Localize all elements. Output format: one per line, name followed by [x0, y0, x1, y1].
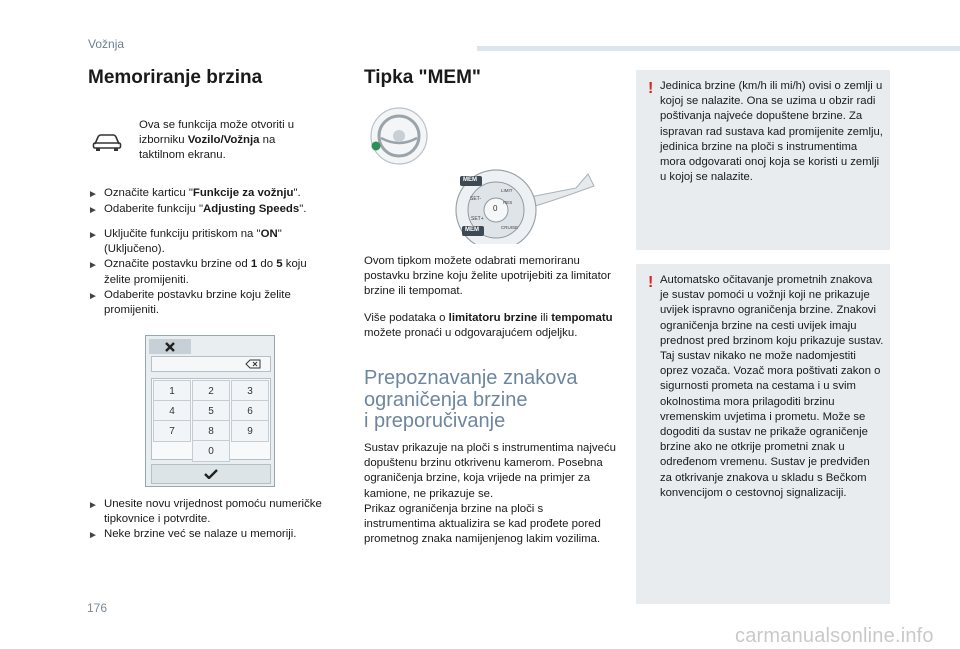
page-number: 176	[87, 601, 108, 615]
keypad-key: 9	[231, 420, 269, 442]
set-minus-label: SET-	[470, 196, 482, 202]
mem-label-bottom: MEM	[465, 227, 479, 233]
keypad-key: 8	[192, 420, 230, 442]
set-plus-label: SET+	[471, 216, 484, 222]
list-item: ► Označite karticu "Funkcije za vožnju".	[88, 186, 328, 202]
watermark: carmanualsonline.info	[735, 625, 934, 647]
bullet-icon: ►	[88, 260, 98, 272]
steps-list-2	[88, 227, 328, 318]
limit-label: LIMIT	[501, 188, 513, 193]
note-units-text: Jedinica brzine (km/h ili mi/h) ovisi o zemlji u kojoj se nalazite. Ona se uzima u obzir radi poštivanja najveće dopuštene brzine. Za ispravan rad sustava kad promijenite zemlju, jedinica brzine na ploči s instrumentima mora odgovarati onoj koja se koristi u zemlji u kojoj se nalazite.	[660, 80, 883, 184]
list-item: ► Unesite novu vrijednost pomoću numeričke tipkovnice i potvrdite.	[88, 498, 322, 526]
bullet-icon: ►	[88, 205, 98, 217]
numeric-keypad-illustration	[145, 335, 275, 487]
keypad-key: 3	[231, 380, 269, 402]
steps-list-1	[88, 186, 328, 218]
backspace-icon	[234, 356, 272, 371]
list-item: ► Odaberite postavku brzine koju želite promijeniti.	[88, 288, 291, 317]
keypad-key: 2	[192, 380, 230, 402]
list-item: ► Neke brzine već se nalaze u memoriji.	[88, 527, 328, 543]
section-title-speed-memory: Memoriranje brzina	[88, 67, 263, 88]
res-label: RES	[503, 200, 513, 205]
bullet-icon: ►	[88, 189, 98, 200]
list-item: ► Uključite funkciju pritiskom na "ON" (Uključeno).	[88, 228, 282, 256]
confirm-check-icon	[151, 464, 271, 484]
list-item: ► Označite postavku brzine od 1 do 5 koju želite promijeniti.	[88, 258, 307, 286]
zero-label: 0	[493, 204, 498, 213]
mem-more-info: Više podataka o limitatoru brzine ili tempomatu možete pronaći u odgovarajućem odjeljku.	[364, 312, 613, 340]
chapter-label: Vožnja	[88, 37, 125, 51]
list-item: ► Odaberite funkciju "Adjusting Speeds".	[88, 202, 328, 218]
keypad-key: 0	[192, 440, 230, 462]
keypad-key: 1	[153, 380, 191, 402]
section-title-mem-button: Tipka "MEM"	[364, 67, 481, 88]
header-bar	[477, 46, 960, 51]
keypad-key: 5	[192, 400, 230, 422]
keypad-key: 7	[153, 420, 191, 442]
car-icon	[92, 132, 122, 152]
bullet-icon: ►	[88, 290, 98, 302]
mem-description: Ovom tipkom možete odabrati memoriranu postavku brzine koju želite upotrijebiti za limitator brzine ili tempomat.	[364, 255, 611, 298]
subsection-title-sign-recognition: Prepoznavanje znakova ograničenja brzine i preporučivanje	[364, 367, 578, 432]
keypad-key: 6	[231, 400, 269, 422]
bullet-icon: ►	[88, 230, 98, 241]
bullet-icon: ►	[88, 500, 98, 511]
close-icon	[149, 339, 191, 354]
cruise-label: CRUISE	[501, 225, 519, 230]
steering-wheel-illustration	[364, 104, 626, 244]
warning-icon: !	[648, 274, 654, 291]
steps-list-3	[88, 497, 328, 544]
warning-icon: !	[648, 80, 654, 97]
bullet-icon: ►	[88, 530, 98, 542]
keypad-key: 4	[153, 400, 191, 422]
intro-text: Ova se funkcija može otvoriti u izborniku Vozilo/Vožnja na taktilnom ekranu.	[139, 119, 295, 162]
mem-label-top: MEM	[463, 177, 477, 183]
note-limitations-text: Automatsko očitavanje prometnih znakova je sustav pomoći u vožnji koji ne prikazuje uvijek ispravno ograničenja brzine. Znakovi ograničenja brzine na cesti uvijek imaju prednost pred brzinom koju prikazuje sustav. Taj sustav nikako ne može nadomjestiti oprez vozača. Vozač mora poštivati zakon o sigurnosti prometa na cestama i u svim okolnostima mora prilagoditi brzinu vremenskim uvjetima i prometu. Može se dogoditi da sustav ne prikaže ograničenje brzine ako ne otkrije prometni znak u određenom vremenu. Sustav je predviđen za otkrivanje znakova u skladu s Bečkom konvencijom o cestovnoj signalizaciji.	[660, 274, 884, 499]
sign-recognition-description: Sustav prikazuje na ploči s instrumentima najveću dopuštenu brzinu otkrivenu kamerom. Posebna ograničenja brzine, koja vrijede na primjer za kamione, ne prikazuje se. Prikaz ograničenja brzine na ploči s instrumentima aktualizira se kad prođete pored prometnog znaka namijenjenog lakim vozilima.	[364, 442, 616, 546]
